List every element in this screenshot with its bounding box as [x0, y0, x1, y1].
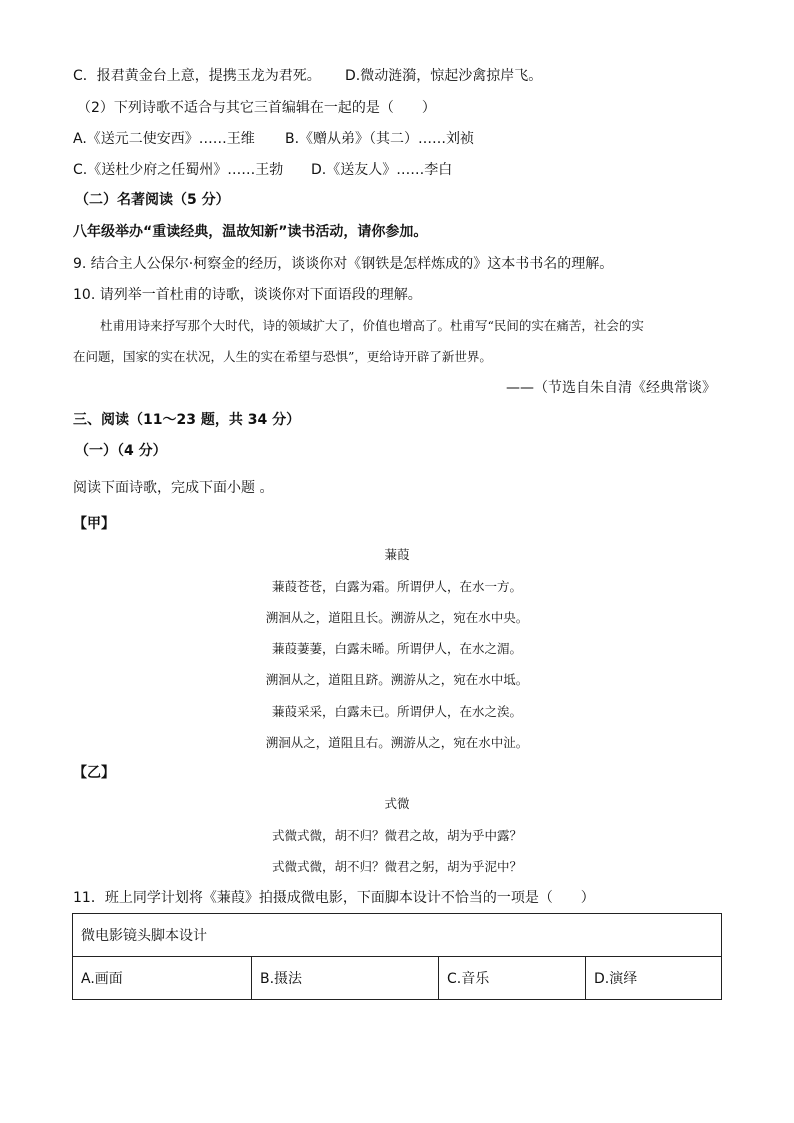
poem1-line: 蒹葭苍苍，白露为霜。所谓伊人，在水一方。	[271, 579, 522, 594]
q8-part2-options-cd-row	[73, 160, 453, 180]
section2-title: （二）名著阅读（5 分）	[75, 192, 230, 208]
table-cell: B.摄法	[252, 957, 439, 1000]
q8-part2-option-b: B.《赠从弟》（其二）……刘祯	[285, 131, 475, 147]
quote-line-1: 杜甫用诗来抒写那个大时代，诗的领域扩大了，价值也增高了。杜甫写“民间的实在痛苦，社会的实	[100, 318, 644, 333]
q8-options-cd-row	[73, 66, 543, 86]
question-9: 9. 结合主人公保尔·柯察金的经历，谈谈你对《钢铁是怎样炼成的》这本书书名的理解。	[73, 256, 614, 272]
poem1-line: 蒹葭萋萋，白露未晞。所谓伊人，在水之湄。	[271, 641, 522, 656]
table-cell: D.演绎	[586, 957, 722, 1000]
script-design-table	[72, 913, 722, 1000]
poem1-line: 蒹葭采采，白露未已。所谓伊人，在水之涘。	[271, 704, 522, 719]
table-header-cell: 微电影镜头脚本设计	[73, 914, 722, 957]
part3-instruction: 阅读下面诗歌，完成下面小题 。	[73, 480, 274, 496]
question-11: 11．班上同学计划将《蒹葭》拍摄成微电影，下面脚本设计不恰当的一项是（ ）	[73, 890, 595, 906]
section2-intro: 八年级举办“重读经典，温故知新”读书活动，请你参加。	[73, 224, 428, 240]
poem1-title: 蒹葭	[384, 547, 410, 562]
q8-part2-stem: （2）下列诗歌不适合与其它三首编辑在一起的是（ ）	[77, 100, 436, 116]
poem2-line: 式微式微，胡不归？微君之躬，胡为乎泥中？	[271, 859, 522, 874]
poem2-tag: 【乙】	[73, 765, 115, 781]
poem1-line: 溯洄从之，道阻且跻。溯游从之，宛在水中坻。	[265, 672, 529, 687]
quote-source: ——（节选自朱自清《经典常谈》	[506, 380, 716, 396]
table-row	[73, 957, 722, 1000]
table-header-row	[73, 914, 722, 957]
q8-part2-options-ab-row	[73, 129, 475, 149]
q8-part2-option-d: D.《送友人》……李白	[311, 162, 453, 178]
poem1-line: 溯洄从之，道阻且长。溯游从之，宛在水中央。	[265, 610, 529, 625]
q8-option-c: C．报君黄金台上意，提携玉龙为君死。	[73, 68, 321, 84]
q8-part2-option-c: C.《送杜少府之任蜀州》……王勃	[73, 162, 284, 178]
part3-title: 三、阅读（11～23 题，共 34 分）	[73, 412, 301, 428]
q8-option-d: D.微动涟漪，惊起沙禽掠岸飞。	[345, 68, 543, 84]
question-10: 10. 请列举一首杜甫的诗歌，谈谈你对下面语段的理解。	[73, 287, 422, 303]
poem1-tag: 【甲】	[73, 516, 115, 532]
quote-line-2: 在问题，国家的实在状况，人生的实在希望与恐惧”，更给诗开辟了新世界。	[73, 349, 492, 364]
poem1-line: 溯洄从之，道阻且右。溯游从之，宛在水中沚。	[265, 735, 529, 750]
poem2-title: 式微	[384, 796, 410, 811]
part3-subsection-title: （一）（4 分）	[75, 443, 167, 459]
table-cell: A.画面	[73, 957, 252, 1000]
poem2-line: 式微式微，胡不归？微君之故，胡为乎中露？	[271, 828, 522, 843]
q8-part2-option-a: A.《送元二使安西》……王维	[73, 131, 255, 147]
table-cell: C.音乐	[439, 957, 586, 1000]
